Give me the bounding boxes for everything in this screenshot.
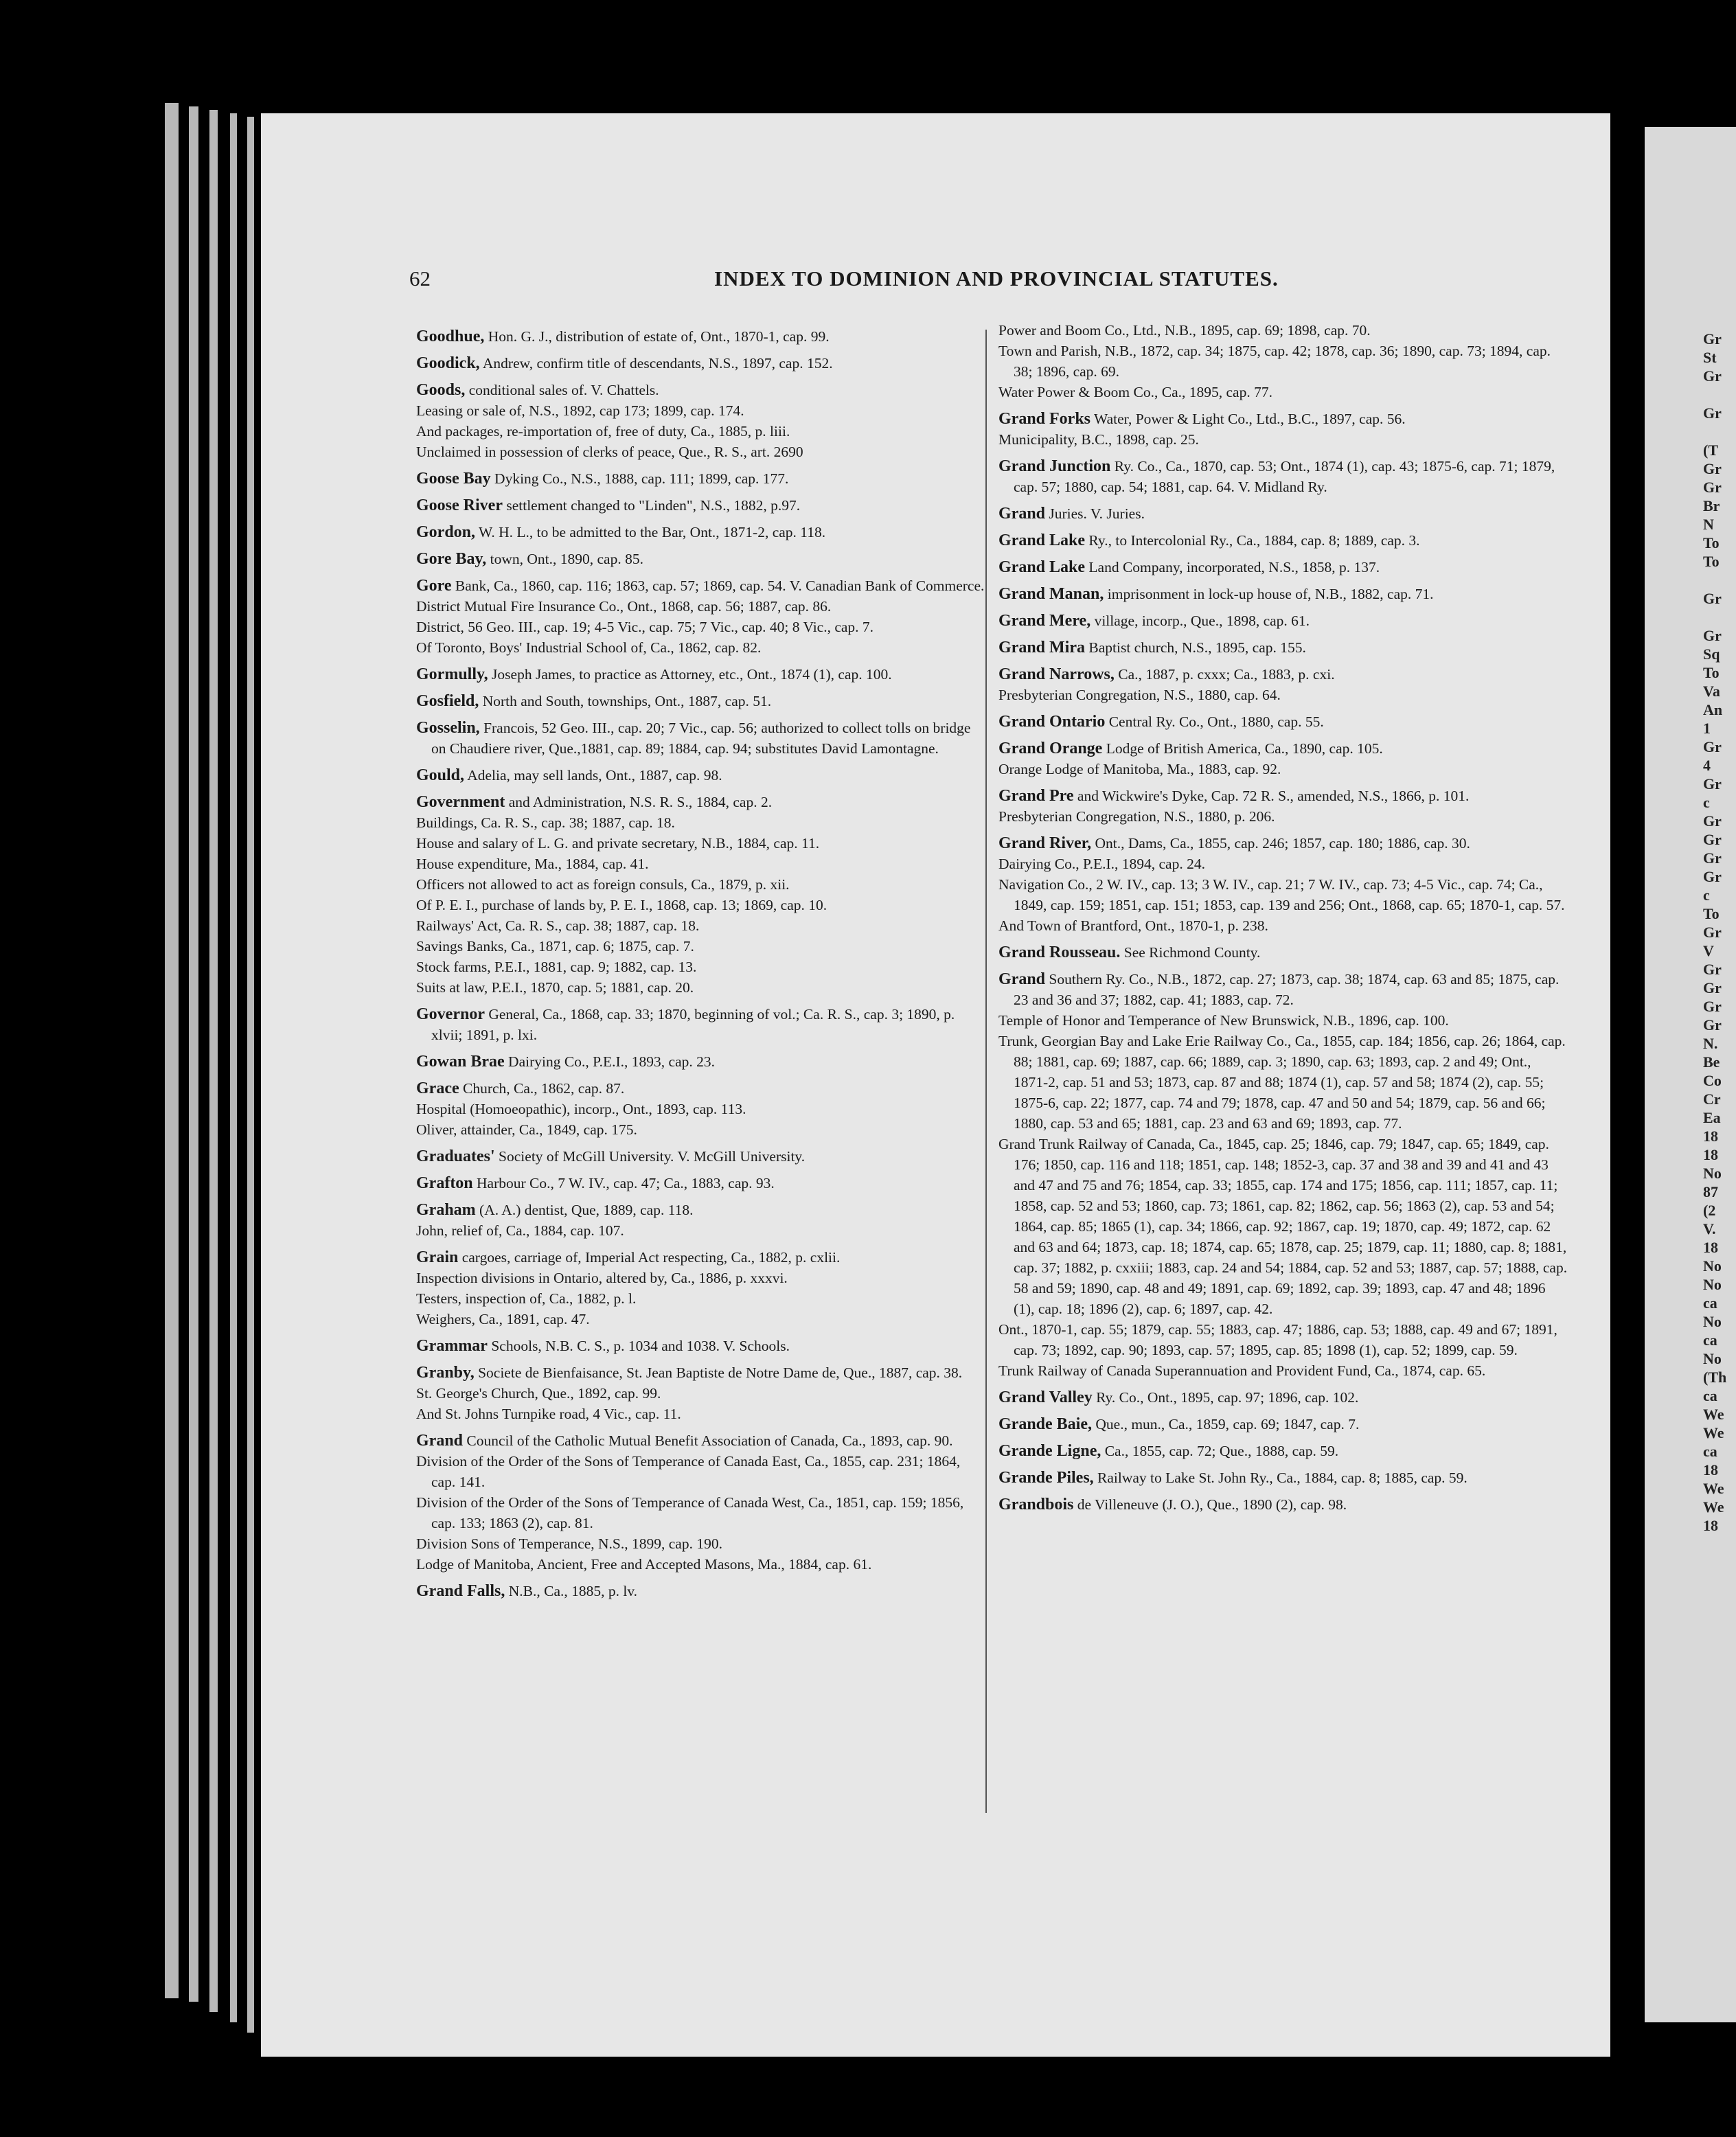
entry-text: town, Ont., 1890, cap. 85. <box>490 551 643 567</box>
entry-text: Ry., to Intercolonial Ry., Ca., 1884, cap. 8; 1889, cap. 3. <box>1088 532 1420 549</box>
entry-subitem: Trunk, Georgian Bay and Lake Erie Railway Co., Ca., 1855, cap. 184; 1856, cap. 26; 1864, cap. 88; 1881, cap. 69; 1887, cap. 66; 1889, cap. 3; 1890, cap. 63; 1893, cap. 2 and 49; Ont., 1871-2, cap. 51 and 53; 1873, cap. 87 and 88; 1874 (1), cap. 57 and 58; 1874 (2), cap. 55; 1875-6, cap. 22; 1877, cap. 74 and 79; 1878, cap. 47 and 50 and 54; 1879, cap. 56 and 66; 1880, cap. 53 and 65; 1881, cap. 23 and 63 and 69; 1893, cap. 77. <box>998 1033 1566 1132</box>
entry-text: Francois, 52 Geo. III., cap. 20; 7 Vic., cap. 56; authorized to collect tolls on bridge on Chaudiere river, Que.,1881, cap. 89; 1884, cap. 94; substitutes David Lamontagne. <box>431 720 971 757</box>
index-entry <box>998 833 1568 936</box>
entry-keyword: Granby, <box>416 1364 475 1382</box>
entry-subitem: Suits at law, P.E.I., 1870, cap. 5; 1881, cap. 20. <box>416 979 694 996</box>
index-entry <box>416 792 986 998</box>
next-page-fragment: Gr <box>1703 367 1722 385</box>
next-page-fragment: Co <box>1703 1072 1722 1089</box>
index-entry <box>416 1430 986 1575</box>
entry-text: Ca., 1855, cap. 72; Que., 1888, cap. 59. <box>1104 1443 1339 1459</box>
index-entry <box>998 786 1568 827</box>
entry-text: General, Ca., 1868, cap. 33; 1870, beginning of vol.; Ca. R. S., cap. 3; 1890, p. xlvii; 1891, p. lxi. <box>431 1006 955 1043</box>
entry-subitem: Ont., 1870-1, cap. 55; 1879, cap. 55; 1883, cap. 47; 1886, cap. 53; 1888, cap. 49 and 67; 1891, cap. 73; 1892, cap. 90; 1893, cap. 57; 1895, cap. 85; 1898 (1), cap. 52; 1899, cap. 59. <box>998 1321 1557 1358</box>
next-page-fragment: (Th <box>1703 1369 1727 1386</box>
index-entry <box>416 1362 986 1424</box>
entry-subitem: Trunk Railway of Canada Superannuation and Provident Fund, Ca., 1874, cap. 65. <box>998 1362 1486 1379</box>
entry-text: conditional sales of. V. Chattels. <box>468 382 659 398</box>
entry-subitem: Savings Banks, Ca., 1871, cap. 6; 1875, cap. 7. <box>416 938 694 955</box>
entry-text: Society of McGill University. V. McGill University. <box>499 1148 806 1165</box>
book-edge <box>165 103 179 1998</box>
index-entry <box>416 380 986 462</box>
entry-keyword: Grand <box>416 1432 464 1450</box>
next-page-fragment: Gr <box>1703 924 1722 941</box>
entry-subitem: Lodge of Manitoba, Ancient, Free and Accepted Masons, Ma., 1884, cap. 61. <box>416 1556 872 1573</box>
entry-keyword: Goods, <box>416 381 466 399</box>
entry-keyword: Grand Narrows, <box>998 665 1115 683</box>
index-entry <box>416 495 986 516</box>
entry-keyword: Grand Falls, <box>416 1582 505 1600</box>
index-entry <box>998 969 1568 1381</box>
next-page-fragment: Be <box>1703 1053 1720 1071</box>
entry-text: Ry. Co., Ca., 1870, cap. 53; Ont., 1874 (1), cap. 43; 1875-6, cap. 71; 1879, cap. 57; 1880, cap. 54; 1881, cap. 64. V. Midland Ry. <box>1014 458 1555 495</box>
entry-subitem: Power and Boom Co., Ltd., N.B., 1895, cap. 69; 1898, cap. 70. <box>998 322 1371 339</box>
entry-keyword: Gore <box>416 577 452 595</box>
next-page-fragment: We <box>1703 1406 1724 1423</box>
entry-text: Southern Ry. Co., N.B., 1872, cap. 27; 1873, cap. 38; 1874, cap. 63 and 85; 1875, cap. 23 and 36 and 37; 1882, cap. 41; 1883, cap. 72. <box>1014 971 1560 1008</box>
entry-text: Hon. G. J., distribution of estate of, Ont., 1870-1, cap. 99. <box>488 328 830 345</box>
page-number: 62 <box>409 266 431 290</box>
index-entry <box>998 1414 1568 1435</box>
index-entry <box>998 409 1568 450</box>
entry-subitem: Testers, inspection of, Ca., 1882, p. l. <box>416 1290 637 1307</box>
next-page-fragment: 4 <box>1703 757 1711 774</box>
entry-keyword: Grafton <box>416 1174 473 1192</box>
entry-keyword: Grand <box>998 505 1046 523</box>
entry-subitem: Municipality, B.C., 1898, cap. 25. <box>998 431 1199 448</box>
entry-text: Water, Power & Light Co., Ltd., B.C., 1897, cap. 56. <box>1094 411 1406 427</box>
entry-keyword: Grand Junction <box>998 457 1111 475</box>
entry-text: Ont., Dams, Ca., 1855, cap. 246; 1857, cap. 180; 1886, cap. 30. <box>1095 835 1470 852</box>
entry-subitem: Division Sons of Temperance, N.S., 1899, cap. 190. <box>416 1535 722 1552</box>
index-entry <box>998 664 1568 705</box>
entry-keyword: Gore Bay, <box>416 550 487 568</box>
next-page-fragment: Gr <box>1703 979 1722 996</box>
index-entry <box>998 557 1568 578</box>
next-page-fragment: Gr <box>1703 998 1722 1015</box>
next-page-fragment: To <box>1703 905 1720 922</box>
entry-subitem: Hospital (Homoeopathic), incorp., Ont., 1893, cap. 113. <box>416 1101 746 1117</box>
entry-keyword: Gowan Brae <box>416 1053 505 1071</box>
next-page-fragment: V. <box>1703 1220 1716 1237</box>
next-page-fragment: 18 <box>1703 1461 1718 1478</box>
entry-text: imprisonment in lock-up house of, N.B., 1882, cap. 71. <box>1107 586 1434 602</box>
index-entry <box>416 1051 986 1072</box>
entry-keyword: Grande Baie, <box>998 1415 1092 1433</box>
index-entry <box>416 575 986 658</box>
entry-keyword: Governor <box>416 1005 485 1023</box>
entry-subitem: Division of the Order of the Sons of Temperance of Canada East, Ca., 1855, cap. 231; 1864, cap. 141. <box>416 1453 961 1490</box>
index-column-left <box>416 326 986 1608</box>
index-entry <box>416 1146 986 1167</box>
entry-keyword: Grand Ontario <box>998 713 1106 731</box>
next-page-fragment: We <box>1703 1480 1724 1497</box>
entry-text: Lodge of British America, Ca., 1890, cap. 105. <box>1106 740 1383 757</box>
index-entry <box>998 711 1568 732</box>
index-entry <box>998 637 1568 658</box>
next-page-fragment: Gr <box>1703 812 1722 830</box>
next-page-fragment: Gr <box>1703 330 1722 347</box>
entry-keyword: Grace <box>416 1079 459 1097</box>
index-entry <box>998 610 1568 631</box>
next-page-fragment: Gr <box>1703 849 1722 867</box>
next-page-fragment: ca <box>1703 1443 1717 1460</box>
entry-subitem: Navigation Co., 2 W. IV., cap. 13; 3 W. IV., cap. 21; 7 W. IV., cap. 73; 4-5 Vic., cap. 74; Ca., 1849, cap. 159; 1851, cap. 151; 1853, cap. 139 and 256; Ont., 1868, cap. 65; 1870-1, cap. 57. <box>998 876 1565 913</box>
entry-keyword: Grand Forks <box>998 410 1091 428</box>
entry-subitem: Officers not allowed to act as foreign consuls, Ca., 1879, p. xii. <box>416 876 790 893</box>
index-entry <box>416 1581 986 1601</box>
index-entry <box>416 1004 986 1045</box>
next-page-fragment: c <box>1703 794 1710 811</box>
entry-subitem: John, relief of, Ca., 1884, cap. 107. <box>416 1222 624 1239</box>
entry-subitem: Buildings, Ca. R. S., cap. 38; 1887, cap. 18. <box>416 814 675 831</box>
index-entry <box>416 1173 986 1193</box>
entry-keyword: Grand Pre <box>998 787 1074 805</box>
next-page-fragment: Gr <box>1703 868 1722 885</box>
next-page-fragment: To <box>1703 534 1720 551</box>
next-page-fragment: Gr <box>1703 627 1722 644</box>
next-page-fragment: N. <box>1703 1035 1718 1052</box>
next-page-fragment: 18 <box>1703 1517 1718 1534</box>
index-entry <box>998 1387 1568 1408</box>
entry-subitem: St. George's Church, Que., 1892, cap. 99. <box>416 1385 661 1402</box>
entry-subitem: Weighers, Ca., 1891, cap. 47. <box>416 1311 590 1327</box>
entry-keyword: Grand Lake <box>998 532 1086 549</box>
entry-keyword: Grand <box>998 970 1046 988</box>
next-page-fragment: Gr <box>1703 1016 1722 1033</box>
index-entry <box>416 765 986 786</box>
entry-subitem: Railways' Act, Ca. R. S., cap. 38; 1887, cap. 18. <box>416 917 700 934</box>
entry-text: Baptist church, N.S., 1895, cap. 155. <box>1088 639 1306 656</box>
next-page-fragment: Gr <box>1703 775 1722 792</box>
entry-text: settlement changed to "Linden", N.S., 1882, p.97. <box>506 497 801 514</box>
entry-text: Que., mun., Ca., 1859, cap. 69; 1847, cap. 7. <box>1095 1416 1360 1432</box>
next-page-fragment: Gr <box>1703 738 1722 755</box>
next-page-fragment <box>1703 571 1736 589</box>
entry-keyword: Grand Valley <box>998 1389 1093 1406</box>
next-page-text-strip <box>1703 330 1736 1535</box>
index-entry <box>416 468 986 489</box>
next-page-fragment: We <box>1703 1424 1724 1441</box>
next-page-fragment: Gr <box>1703 961 1722 978</box>
entry-keyword: Graham <box>416 1201 476 1219</box>
entry-keyword: Goodick, <box>416 354 480 372</box>
next-page-fragment: To <box>1703 553 1720 570</box>
index-entry <box>998 530 1568 551</box>
entry-text: Joseph James, to practice as Attorney, etc., Ont., 1874 (1), cap. 100. <box>492 666 892 683</box>
entry-keyword: Grammar <box>416 1337 488 1355</box>
entry-text: Council of the Catholic Mutual Benefit Association of Canada, Ca., 1893, cap. 90. <box>466 1432 953 1449</box>
next-page-fragment: ca <box>1703 1294 1717 1312</box>
next-page-fragment: 87 <box>1703 1183 1718 1200</box>
next-page-fragment: Br <box>1703 497 1720 514</box>
entry-subitem: Grand Trunk Railway of Canada, Ca., 1845, cap. 25; 1846, cap. 79; 1847, cap. 65; 1849, cap. 176; 1850, cap. 116 and 118; 1851, cap. 148; 1852-3, cap. 37 and 38 and 39 and 41 and 43 and 47 and 75 and 76; 1854, cap. 33; 1855, cap. 174 and 175; 1856, cap. 111; 1857, cap. 11; 1858, cap. 52 and 53; 1860, cap. 73; 1861, cap. 82; 1862, cap. 56; 1863 (2), cap. 53 and 54; 1864, cap. 85; 1865 (1), cap. 34; 1866, cap. 92; 1867, cap. 19; 1870, cap. 49; 1872, cap. 62 and 63 and 64; 1873, cap. 18; 1874, cap. 65; 1878, cap. 25; 1879, cap. 11; 1880, cap. 8; 1881, cap. 37; 1882, p. cxxiii; 1883, cap. 24 and 54; 1884, cap. 52 and 53; 1887, cap. 57; 1888, cap. 58 and 59; 1890, cap. 48 and 49; 1891, cap. 69; 1892, cap. 39; 1893, cap. 47 and 48; 1896 (1), cap. 18; 1896 (2), cap. 6; 1897, cap. 42. <box>998 1136 1568 1317</box>
book-edge <box>189 106 198 2002</box>
entry-keyword: Gosselin, <box>416 719 480 737</box>
index-entry <box>416 549 986 569</box>
next-page-fragment: Va <box>1703 683 1720 700</box>
next-page-fragment: ca <box>1703 1332 1717 1349</box>
next-page-fragment: No <box>1703 1350 1722 1367</box>
entry-subitem: Of P. E. I., purchase of lands by, P. E. I., 1868, cap. 13; 1869, cap. 10. <box>416 897 827 913</box>
entry-text: Ca., 1887, p. cxxx; Ca., 1883, p. cxi. <box>1118 666 1335 683</box>
entry-keyword: Gosfield, <box>416 692 479 710</box>
next-page-fragment: To <box>1703 664 1720 681</box>
entry-text: Juries. V. Juries. <box>1049 505 1145 522</box>
next-page-fragment: (2 <box>1703 1202 1716 1219</box>
next-page-fragment: 1 <box>1703 720 1711 737</box>
entry-subitem: Oliver, attainder, Ca., 1849, cap. 175. <box>416 1121 637 1138</box>
entry-keyword: Grand Manan, <box>998 585 1104 603</box>
entry-keyword: Gormully, <box>416 665 488 683</box>
entry-text: Railway to Lake St. John Ry., Ca., 1884, cap. 8; 1885, cap. 59. <box>1097 1470 1467 1486</box>
index-entry <box>998 942 1568 963</box>
next-page-fragment: No <box>1703 1165 1722 1182</box>
index-entry <box>416 1336 986 1356</box>
entry-subitem: House and salary of L. G. and private secretary, N.B., 1884, cap. 11. <box>416 835 820 852</box>
entry-keyword: Grand Lake <box>998 558 1086 576</box>
entry-keyword: Grandbois <box>998 1496 1074 1513</box>
next-page-fragment: ca <box>1703 1387 1717 1404</box>
index-entry <box>416 326 986 347</box>
index-column-right <box>998 322 1568 1521</box>
index-entry <box>416 691 986 711</box>
entry-keyword: Goodhue, <box>416 328 485 345</box>
next-page-fragment <box>1703 608 1736 626</box>
next-page-fragment: Cr <box>1703 1090 1721 1108</box>
index-entry <box>416 522 986 542</box>
entry-subitem: District Mutual Fire Insurance Co., Ont., 1868, cap. 56; 1887, cap. 86. <box>416 598 832 615</box>
book-edge <box>230 113 237 2022</box>
next-page-fragment: St <box>1703 349 1717 366</box>
entry-text: de Villeneuve (J. O.), Que., 1890 (2), cap. 98. <box>1077 1496 1347 1513</box>
index-entry <box>416 1078 986 1140</box>
index-entry <box>416 664 986 685</box>
entry-text: W. H. L., to be admitted to the Bar, Ont., 1871-2, cap. 118. <box>479 524 826 540</box>
entry-keyword: Grand Mere, <box>998 612 1091 630</box>
page-title: INDEX TO DOMINION AND PROVINCIAL STATUTES. <box>714 266 1279 290</box>
next-page-fragment: An <box>1703 701 1723 718</box>
entry-subitem: Leasing or sale of, N.S., 1892, cap 173; 1899, cap. 174. <box>416 402 744 419</box>
next-page-fragment: No <box>1703 1257 1722 1275</box>
entry-text: Harbour Co., 7 W. IV., cap. 47; Ca., 1883, cap. 93. <box>477 1175 775 1191</box>
entry-subitem: Dairying Co., P.E.I., 1894, cap. 24. <box>998 856 1205 872</box>
next-page-fragment: Gr <box>1703 479 1722 496</box>
entry-keyword: Grain <box>416 1248 459 1266</box>
book-edge <box>247 117 254 2033</box>
entry-subitem: And packages, re-importation of, free of duty, Ca., 1885, p. liii. <box>416 423 790 439</box>
index-entry <box>416 1247 986 1329</box>
entry-text: and Wickwire's Dyke, Cap. 72 R. S., amended, N.S., 1866, p. 101. <box>1077 788 1470 804</box>
entry-subitem: Inspection divisions in Ontario, altered by, Ca., 1886, p. xxxvi. <box>416 1270 788 1286</box>
next-page-fragment: No <box>1703 1313 1722 1330</box>
next-page-fragment: 18 <box>1703 1146 1718 1163</box>
column-divider <box>985 330 987 1813</box>
next-page-fragment: V <box>1703 942 1714 959</box>
entry-keyword: Grand Rousseau. <box>998 944 1121 961</box>
entry-subitem: Temple of Honor and Temperance of New Brunswick, N.B., 1896, cap. 100. <box>998 1012 1449 1029</box>
entry-subitem: House expenditure, Ma., 1884, cap. 41. <box>416 856 649 872</box>
index-entry <box>998 1494 1568 1515</box>
next-page-fragment: Gr <box>1703 590 1722 607</box>
index-entry <box>998 503 1568 524</box>
entry-text: Dairying Co., P.E.I., 1893, cap. 23. <box>508 1053 716 1070</box>
entry-keyword: Goose River <box>416 496 503 514</box>
entry-text: Schools, N.B. C. S., p. 1034 and 1038. V. Schools. <box>491 1338 790 1354</box>
next-page-fragment: Ea <box>1703 1109 1721 1126</box>
entry-subitem: District, 56 Geo. III., cap. 19; 4-5 Vic., cap. 75; 7 Vic., cap. 40; 8 Vic., cap. 7. <box>416 619 874 635</box>
entry-text: Central Ry. Co., Ont., 1880, cap. 55. <box>1108 713 1324 730</box>
next-page-fragment: Gr <box>1703 404 1722 422</box>
entry-subitem: Town and Parish, N.B., 1872, cap. 34; 1875, cap. 42; 1878, cap. 36; 1890, cap. 73; 1894, cap. 38; 1896, cap. 69. <box>998 343 1551 380</box>
index-entry <box>416 718 986 759</box>
entry-text: (A. A.) dentist, Que, 1889, cap. 118. <box>479 1202 694 1218</box>
entry-subitem: Unclaimed in possession of clerks of peace, Que., R. S., art. 2690 <box>416 444 803 460</box>
entry-subitem: Presbyterian Congregation, N.S., 1880, p. 206. <box>998 808 1275 825</box>
next-page-fragment: Sq <box>1703 645 1720 663</box>
entry-subitem: And St. Johns Turnpike road, 4 Vic., cap. 11. <box>416 1406 681 1422</box>
next-page-fragment: We <box>1703 1498 1724 1516</box>
entry-subitem: Stock farms, P.E.I., 1881, cap. 9; 1882, cap. 13. <box>416 959 697 975</box>
entry-keyword: Goose Bay <box>416 470 491 488</box>
entry-keyword: Grand River, <box>998 834 1092 852</box>
entry-subitem: Presbyterian Congregation, N.S., 1880, cap. 64. <box>998 687 1281 703</box>
entry-text: Church, Ca., 1862, cap. 87. <box>463 1080 625 1097</box>
next-page-fragment: 18 <box>1703 1128 1718 1145</box>
entry-text: and Administration, N.S. R. S., 1884, cap. 2. <box>508 794 773 810</box>
entry-keyword: Gould, <box>416 766 465 784</box>
next-page-fragment: c <box>1703 887 1710 904</box>
entry-text: North and South, townships, Ont., 1887, cap. 51. <box>482 693 772 709</box>
next-page-fragment: No <box>1703 1276 1722 1293</box>
entry-text: Andrew, confirm title of descendants, N.S., 1897, cap. 152. <box>482 355 833 372</box>
entry-subitem: Water Power & Boom Co., Ca., 1895, cap. 77. <box>998 384 1272 400</box>
index-entry <box>998 1441 1568 1461</box>
entry-text: See Richmond County. <box>1123 944 1261 961</box>
entry-text: N.B., Ca., 1885, p. lv. <box>508 1583 638 1599</box>
index-entry <box>998 1467 1568 1488</box>
entry-text: Ry. Co., Ont., 1895, cap. 97; 1896, cap. 102. <box>1096 1389 1359 1406</box>
next-page-fragment: Gr <box>1703 831 1722 848</box>
next-page-fragment: 18 <box>1703 1239 1718 1256</box>
entry-keyword: Gordon, <box>416 523 476 541</box>
entry-text: Bank, Ca., 1860, cap. 116; 1863, cap. 57; 1869, cap. 54. V. Canadian Bank of Commerce. <box>455 578 985 594</box>
next-page-fragment <box>1703 385 1736 404</box>
index-entry <box>998 320 1568 402</box>
entry-subitem: Division of the Order of the Sons of Temperance of Canada West, Ca., 1851, cap. 159; 1856, cap. 133; 1863 (2), cap. 81. <box>416 1494 964 1531</box>
entry-subitem: Orange Lodge of Manitoba, Ma., 1883, cap. 92. <box>998 761 1281 777</box>
next-page-fragment: (T <box>1703 442 1718 459</box>
entry-text: village, incorp., Que., 1898, cap. 61. <box>1094 613 1310 629</box>
index-entry <box>998 584 1568 604</box>
entry-keyword: Grande Piles, <box>998 1469 1094 1487</box>
book-edge <box>209 110 218 2012</box>
index-entry <box>416 353 986 374</box>
entry-keyword: Grande Ligne, <box>998 1442 1101 1460</box>
index-entry <box>998 456 1568 497</box>
entry-keyword: Graduates' <box>416 1147 495 1165</box>
next-page-fragment: N <box>1703 516 1714 533</box>
entry-keyword: Government <box>416 793 505 811</box>
entry-text: Land Company, incorporated, N.S., 1858, p. 137. <box>1088 559 1380 575</box>
next-page-fragment: Gr <box>1703 460 1722 477</box>
entry-keyword: Grand Orange <box>998 740 1103 757</box>
index-entry <box>998 738 1568 779</box>
entry-subitem: And Town of Brantford, Ont., 1870-1, p. 238. <box>998 917 1268 934</box>
entry-keyword: Grand Mira <box>998 639 1085 656</box>
entry-subitem: Of Toronto, Boys' Industrial School of, Ca., 1862, cap. 82. <box>416 639 762 656</box>
entry-text: cargoes, carriage of, Imperial Act respecting, Ca., 1882, p. cxlii. <box>461 1249 841 1266</box>
entry-text: Adelia, may sell lands, Ont., 1887, cap. 98. <box>467 767 722 784</box>
entry-text: Dyking Co., N.S., 1888, cap. 111; 1899, cap. 177. <box>494 470 789 487</box>
next-page-fragment <box>1703 422 1736 441</box>
index-entry <box>416 1200 986 1241</box>
entry-text: Societe de Bienfaisance, St. Jean Baptiste de Notre Dame de, Que., 1887, cap. 38. <box>478 1364 963 1381</box>
